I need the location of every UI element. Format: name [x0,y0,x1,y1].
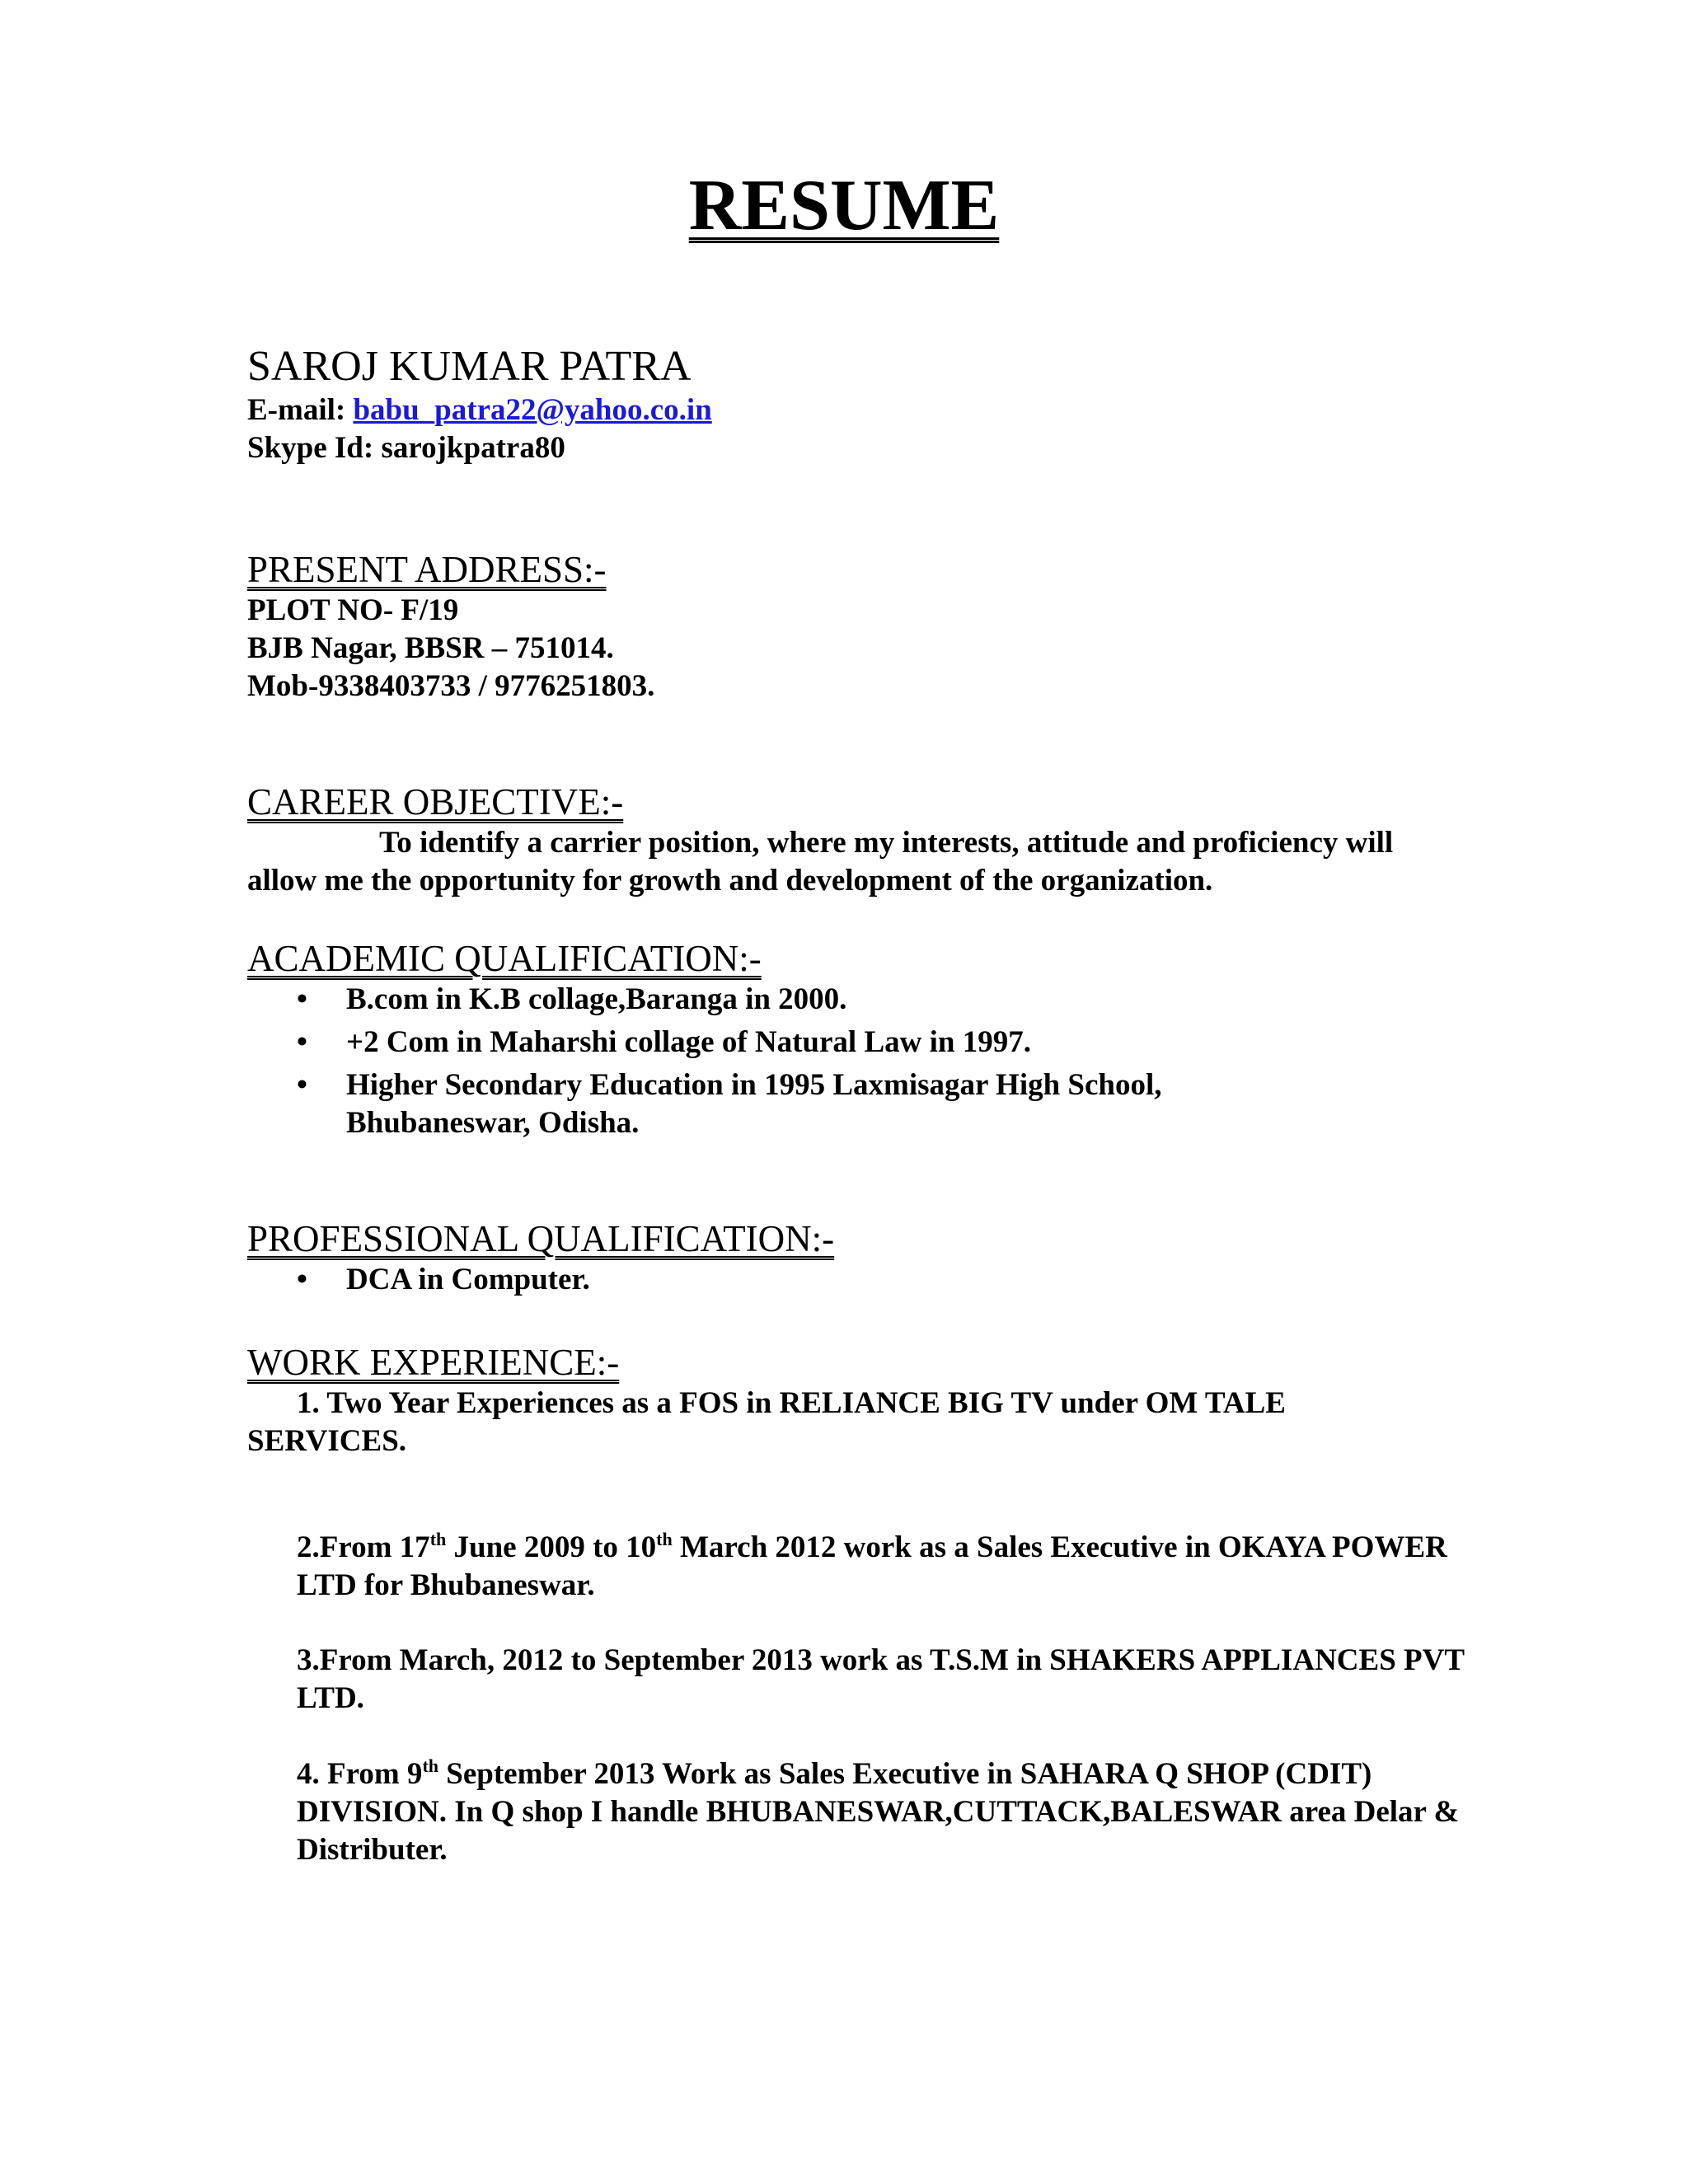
academic-list [247,981,1434,1142]
skype-id: Skype Id: sarojkpatra80 [247,431,565,465]
candidate-name: SAROJ KUMAR PATRA [247,343,692,390]
experience-item-2-text-b: June 2009 to 10 [446,1530,657,1564]
ordinal-suffix: th [656,1529,673,1549]
experience-item-2-text-a: 2.From 17 [297,1530,430,1564]
bullet-icon: • [297,1068,307,1102]
document-title-text: RESUME [688,166,1000,246]
address-heading: PRESENT ADDRESS:- [247,549,607,590]
experience-item-4 [247,1755,1484,1869]
list-item [247,1066,1319,1142]
ordinal-suffix: th [429,1529,447,1549]
objective-heading: CAREER OBJECTIVE:- [247,781,624,823]
objective-text: To identify a carrier position, where my interests, attitude and proficiency will allow me the opportunity for growth and development of the organization. [247,826,1394,898]
address-section [247,548,1434,705]
academic-section [247,937,1434,1147]
ordinal-suffix: th [422,1755,438,1776]
experience-heading: WORK EXPERIENCE:- [247,1342,620,1383]
bullet-icon: • [297,982,307,1016]
contact-section [247,342,1434,467]
professional-heading: PROFESSIONAL QUALIFICATION:- [247,1218,835,1259]
list-item-text: +2 Com in Maharshi collage of Natural Law in 1997. [346,1025,1031,1059]
academic-heading: ACADEMIC QUALIFICATION:- [247,938,762,979]
experience-item-2 [247,1529,1484,1605]
list-item [247,1024,1434,1062]
address-line: BJB Nagar, BBSR – 751014. [247,631,614,665]
experience-item-4-text-a: 4. From 9 [297,1757,423,1791]
objective-section [247,780,1434,900]
address-line: PLOT NO- F/19 [247,593,459,627]
email-line [247,391,1434,429]
list-item [247,981,1434,1019]
experience-item-2-text-c: March 2012 work as a Sales Executive in OKAYA POWER LTD for Bhubaneswar. [297,1530,1447,1602]
experience-section [247,1341,1434,1460]
email-label: E-mail: [247,393,346,427]
list-item [247,1261,1434,1299]
professional-section [247,1217,1434,1304]
experience-item-4-text-b: September 2013 Work as Sales Executive in SAHARA Q SHOP (CDIT) DIVISION. In Q shop I handle BHUBANESWAR,CUTTACK,BALESWAR area Delar & Distributer. [297,1757,1460,1867]
list-item-text: Higher Secondary Education in 1995 Laxmisagar High School, Bhubaneswar, Odisha. [346,1068,1162,1140]
experience-item-1: 1. Two Year Experiences as a FOS in RELIANCE BIG TV under OM TALE SERVICES. [247,1386,1286,1458]
bullet-icon: • [297,1025,307,1059]
list-item-text: DCA in Computer. [346,1263,590,1296]
professional-list [247,1261,1434,1299]
bullet-icon: • [297,1263,307,1296]
list-item-text: B.com in K.B collage,Baranga in 2000. [346,982,847,1016]
mobile-numbers: Mob-9338403733 / 9776251803. [247,669,655,703]
document-title [0,165,1688,247]
experience-item-3: 3.From March, 2012 to September 2013 work as T.S.M in SHAKERS APPLIANCES PVT LTD. [297,1643,1465,1715]
email-link[interactable]: babu_patra22@yahoo.co.in [353,393,712,427]
